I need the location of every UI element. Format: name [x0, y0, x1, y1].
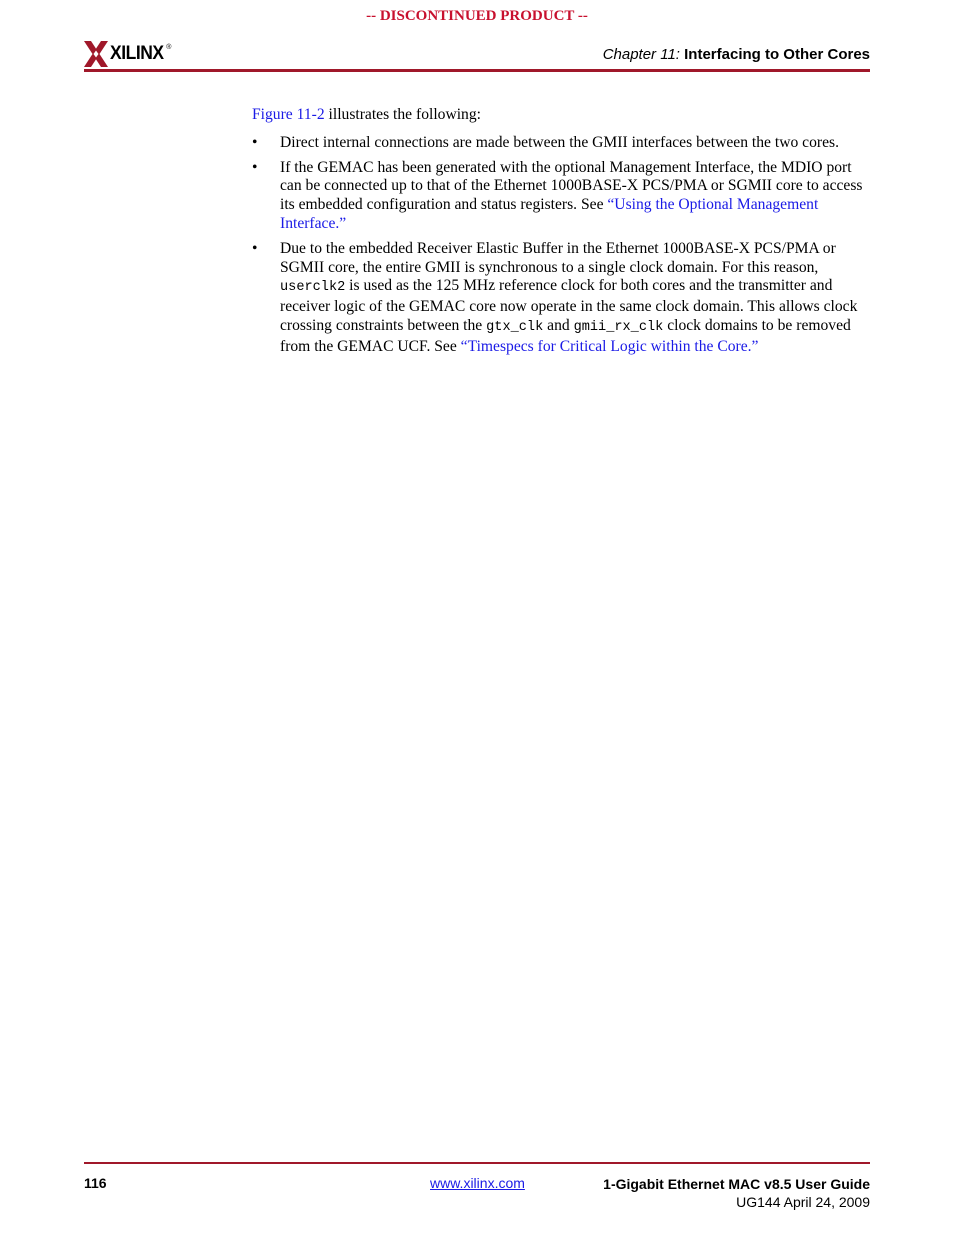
- code-userclk2: userclk2: [280, 280, 346, 296]
- document-id: UG144 April 24, 2009: [736, 1194, 870, 1210]
- bullet-text: clock domains to be removed from the GEMAC UCF. See: [280, 316, 851, 355]
- xilinx-x-logo-icon: [84, 41, 108, 67]
- bullet-text: Direct internal connections are made between the GMII interfaces between the two cores.: [280, 133, 839, 151]
- list-item: [252, 159, 872, 234]
- page-number: 116: [84, 1175, 107, 1191]
- logo-registered-mark: ®: [166, 43, 172, 51]
- intro-paragraph: [252, 106, 872, 125]
- bullet-text: is used as the 125 MHz reference clock for both cores and the transmitter and receiver logic of the GEMAC core now operate in the same clock domain. This allows clock crossing constraints between the: [280, 277, 858, 334]
- footer-rule: [84, 1162, 870, 1164]
- code-gmii-rx-clk: gmii_rx_clk: [573, 319, 664, 335]
- list-item: [252, 134, 872, 153]
- header-rule: [84, 69, 870, 72]
- chapter-header: [603, 46, 870, 63]
- bullet-icon: •: [252, 133, 258, 151]
- xilinx-logo: [84, 40, 171, 68]
- intro-text: illustrates the following:: [324, 106, 481, 123]
- bullet-text: Due to the embedded Receiver Elastic Buffer in the Ethernet 1000BASE-X PCS/PMA or SGMII core, the entire GMII is synchronous to a single clock domain. For this reason,: [280, 239, 836, 276]
- bullet-text: If the GEMAC has been generated with the optional Management Interface, the MDIO port can be connected up to that of the Ethernet 1000BASE-X PCS/PMA or SGMII core to access its embedded configuration and status registers. See: [280, 158, 863, 214]
- bullet-text: and: [543, 316, 574, 334]
- code-gtx-clk: gtx_clk: [486, 319, 544, 335]
- discontinued-banner: -- DISCONTINUED PRODUCT --: [366, 8, 588, 24]
- bullet-list: [252, 134, 872, 357]
- timespecs-link[interactable]: “Timespecs for Critical Logic within the Core.”: [460, 337, 759, 355]
- page-body: [252, 106, 872, 363]
- bullet-icon: •: [252, 239, 258, 257]
- management-interface-link[interactable]: “Using the Optional Management Interface.”: [280, 196, 819, 232]
- figure-link[interactable]: Figure 11-2: [252, 106, 325, 123]
- footer-document-info: [603, 1175, 870, 1211]
- chapter-title: Interfacing to Other Cores: [684, 46, 870, 63]
- bullet-icon: •: [252, 158, 258, 176]
- logo-wordmark: XILINX: [110, 43, 164, 64]
- chapter-label: Chapter 11:: [602, 46, 680, 63]
- guide-title: 1-Gigabit Ethernet MAC v8.5 User Guide: [603, 1176, 870, 1192]
- list-item: [252, 240, 872, 357]
- website-link[interactable]: www.xilinx.com: [430, 1175, 525, 1191]
